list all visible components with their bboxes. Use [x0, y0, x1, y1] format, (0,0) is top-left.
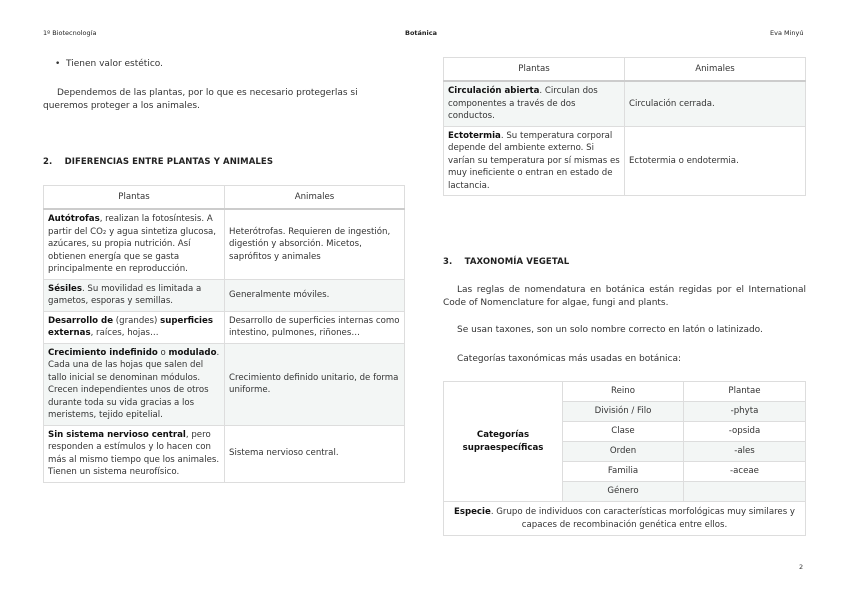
header-course: 1º Biotecnología: [43, 29, 97, 37]
group-label: Categorías supraespecíficas: [444, 382, 563, 502]
rank-cell: Clase: [563, 422, 684, 442]
taxonomy-table: [443, 381, 806, 536]
bold-term: Sin sistema nervioso central: [48, 429, 186, 440]
rank-cell: Reino: [563, 382, 684, 402]
suffix-cell: -phyta: [684, 402, 806, 422]
table-row: [44, 425, 405, 482]
suffix-cell: Plantae: [684, 382, 806, 402]
text-segment: . Su temperatura corporal depende del ambiente externo. Si varían su temperatura por sí mismas es muy ineficiente o entran en estado de lactancia.: [448, 130, 620, 191]
suffix-cell: -opsida: [684, 422, 806, 442]
species-row: [444, 502, 806, 536]
rank-cell: Familia: [563, 462, 684, 482]
bold-term: Autótrofas: [48, 214, 100, 224]
animal-cell: Generalmente móviles.: [225, 279, 405, 311]
bold-term: Ectotermia: [448, 130, 501, 141]
text-segment: , realizan la fotosíntesis. A partir del CO₂ y agua sintetiza glucosa, azúcares, su propia nutrición. Así obtienen energía que se gasta principalmente en reproducción.: [48, 214, 217, 274]
animal-cell: Sistema nervioso central.: [225, 425, 405, 482]
text-segment: , pero responden a estímulos y lo hacen con más al mismo tiempo que los animales. Tienen un sistema neurofísico.: [48, 429, 220, 477]
bullet-item: [55, 58, 163, 71]
col-header-plants: Plantas: [44, 186, 225, 210]
plant-cell: [44, 279, 225, 311]
text-segment: . Su movilidad es limitada a gametos, esporas y semillas.: [48, 283, 202, 306]
suffix-cell: -aceae: [684, 462, 806, 482]
section-3-title: 3. TAXONOMÍA VEGETAL: [443, 257, 570, 267]
text-segment: (grandes): [113, 315, 161, 326]
text-segment: , raíces, hojas…: [90, 328, 159, 338]
animal-cell: Circulación cerrada.: [625, 81, 806, 126]
plant-cell: [444, 81, 625, 126]
table-row: [44, 279, 405, 311]
section-3-paragraph-2: Se usan taxones, son un solo nombre correcto en latón o latinizado.: [457, 325, 763, 335]
header-author: Eva Minyú: [770, 29, 804, 37]
bold-term: Especie: [453, 507, 491, 517]
col-header-animals: Animales: [225, 186, 405, 210]
bold-term: superficies externas: [48, 315, 213, 338]
col-header-animals: Animales: [625, 58, 806, 82]
col-header-plants: Plantas: [444, 58, 625, 82]
header-subject: Botánica: [405, 29, 438, 37]
bold-term: Sésiles: [48, 283, 82, 294]
section-2-title: 2. DIFERENCIAS ENTRE PLANTAS Y ANIMALES: [43, 157, 274, 167]
species-cell: [444, 502, 806, 536]
page-number: 2: [799, 563, 804, 571]
rank-cell: Orden: [563, 442, 684, 462]
plants-animals-table: [43, 185, 405, 483]
bold-term: modulado: [168, 347, 217, 358]
table-row: [444, 81, 806, 126]
bullet-text: Tienen valor estético.: [66, 59, 163, 69]
intro-paragraph: Dependemos de las plantas, por lo que es necesario protegerlas si queremos proteger a los animales.: [43, 88, 358, 111]
animal-cell: Desarrollo de superficies internas como intestino, pulmones, riñones…: [225, 311, 405, 343]
bullet-icon: •: [55, 59, 67, 69]
text-segment: . Cada una de las hojas que salen del tallo inicial se denominan módulos. Crecen independientes unos de otros durante toda su vida gracias a los meristems, tejido epitelial.: [48, 347, 220, 420]
plant-cell: [444, 126, 625, 196]
text-segment: . Circulan dos componentes a través de dos conductos.: [448, 86, 598, 121]
plant-cell: [44, 343, 225, 425]
plants-animals-table-continued: [443, 57, 806, 196]
table-row: [444, 126, 806, 196]
animal-cell: Ectotermia o endotermia.: [625, 126, 806, 196]
plant-cell: [44, 311, 225, 343]
bold-term: Desarrollo de: [48, 315, 114, 326]
animal-cell: Crecimiento definido unitario, de forma uniforme.: [225, 343, 405, 425]
table-row: [44, 343, 405, 425]
plant-cell: [44, 425, 225, 482]
taxonomy-row: [444, 382, 806, 402]
table-row: [44, 209, 405, 279]
section-3-paragraph-1: Las reglas de nomendatura en botánica están regidas por el International Code of Nomenclature for algae, fungi and plants.: [443, 285, 806, 308]
table-row: [44, 311, 405, 343]
plant-cell: [44, 209, 225, 279]
text-segment: o: [157, 347, 169, 358]
text-segment: . Grupo de individuos con características morfológicas muy similares y capaces de recombinación genética entre ellos.: [490, 507, 796, 530]
suffix-cell: -ales: [684, 442, 806, 462]
suffix-cell: [684, 482, 806, 502]
rank-cell: Género: [563, 482, 684, 502]
bold-term: Crecimiento indefinido: [48, 347, 158, 358]
section-3-paragraph-3: Categorías taxonómicas más usadas en botánica:: [457, 354, 682, 364]
rank-cell: División / Filo: [563, 402, 684, 422]
animal-cell: Heterótrofas. Requieren de ingestión, digestión y absorción. Micetos, saprófitos y animales: [225, 209, 405, 279]
bold-term: Circulación abierta: [448, 86, 540, 96]
